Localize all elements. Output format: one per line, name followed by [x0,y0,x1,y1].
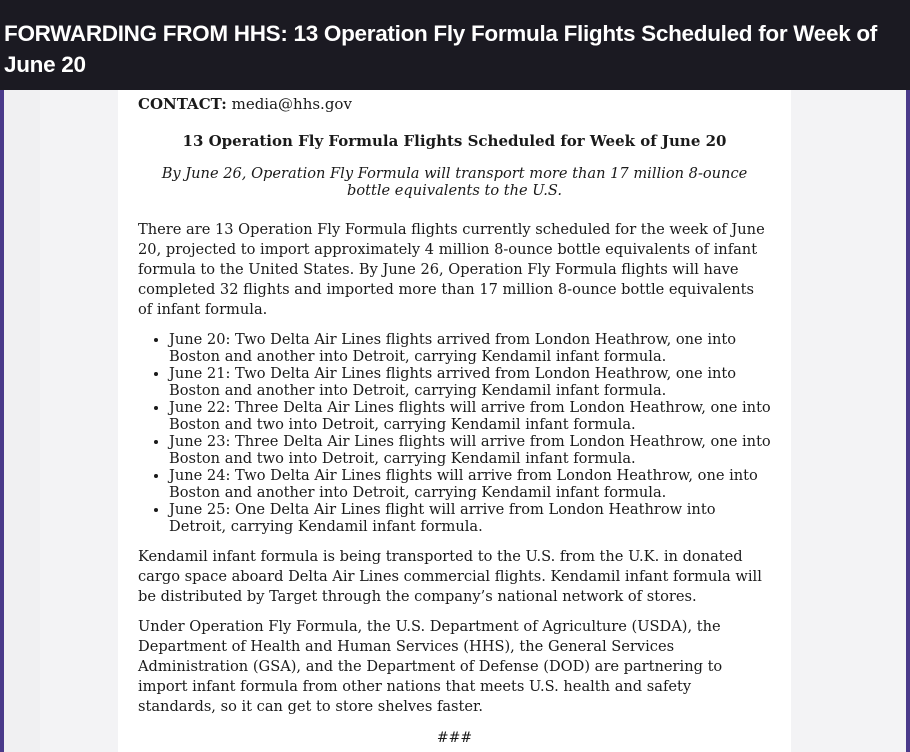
flight-schedule-list [138,331,771,535]
list-item: • June 21: Two Delta Air Lines flights arrived from London Heathrow, one into Boston and another into Detroit, carrying Kendamil infant formula. [169,365,771,399]
post-title: FORWARDING FROM HHS: 13 Operation Fly Formula Flights Scheduled for Week of June 20 [4,21,877,77]
document-subtitle: By June 26, Operation Fly Formula will transport more than 17 million 8-ounce bottle equivalents to the U.S. [161,165,748,199]
contact-line [138,95,771,113]
kendamil-paragraph: Kendamil infant formula is being transported to the U.S. from the U.K. in donated cargo space aboard Delta Air Lines commercial flights. Kendamil infant formula will be distributed by Target through the company’s national network of stores. [138,548,762,605]
document-title: 13 Operation Fly Formula Flights Scheduled for Week of June 20 [182,132,727,150]
intro-paragraph: There are 13 Operation Fly Formula flights currently scheduled for the week of June 20, projected to import approximately 4 million 8-ounce bottle equivalents of infant formula to the United States. By June 26, Operation Fly Formula flights will have completed 32 flights and imported more than 17 million 8-ounce bottle equivalents of infant formula. [138,221,765,318]
post-header [0,0,910,90]
list-item: • June 25: One Delta Air Lines flight will arrive from London Heathrow into Detroit, carrying Kendamil infant formula. [169,501,771,535]
document-page [118,90,791,752]
agencies-paragraph: Under Operation Fly Formula, the U.S. Department of Agriculture (USDA), the Department of Health and Human Services (HHS), the General Services Administration (GSA), and the Department of Defense (DOD) are partnering to import infant formula from other nations that meets U.S. health and safety standards, so it can get to store shelves faster. [138,618,723,715]
list-item: • June 24: Two Delta Air Lines flights will arrive from London Heathrow, one into Boston and another into Detroit, carrying Kendamil infant formula. [169,467,771,501]
contact-email: media@hhs.gov [231,95,352,113]
list-item: • June 20: Two Delta Air Lines flights arrived from London Heathrow, one into Boston and another into Detroit, carrying Kendamil infant formula. [169,331,771,365]
list-item: • June 23: Three Delta Air Lines flights will arrive from London Heathrow, one into Boston and two into Detroit, carrying Kendamil infant formula. [169,433,771,467]
list-item: • June 22: Three Delta Air Lines flights will arrive from London Heathrow, one into Boston and two into Detroit, carrying Kendamil infant formula. [169,399,771,433]
end-mark: ### [436,730,473,746]
left-margin [4,90,40,752]
contact-label: CONTACT: [138,95,227,113]
